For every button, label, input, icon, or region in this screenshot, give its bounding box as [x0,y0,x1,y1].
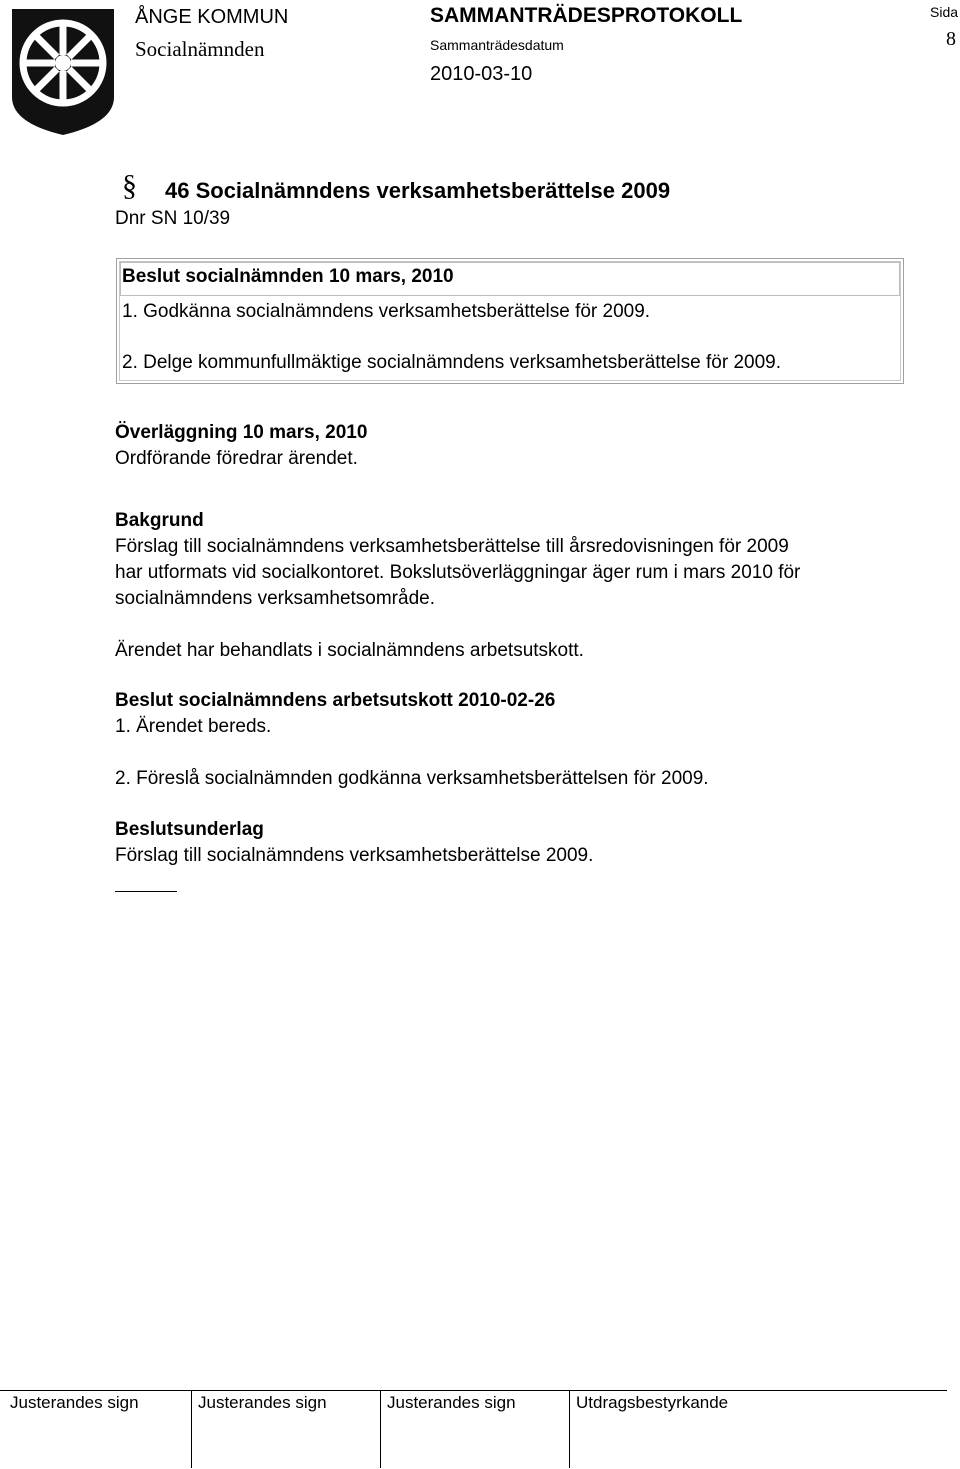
footer-column-divider [569,1390,570,1468]
organization-name: ÅNGE KOMMUN [135,6,289,28]
section-sign-icon: § [122,169,137,202]
background-text-line: Förslag till socialnämndens verksamhetsberättelse till årsredovisningen för 2009 [115,536,789,557]
certification-field-label: Utdragsbestyrkande [576,1393,729,1412]
background-heading: Bakgrund [115,510,204,531]
decision-item: 1. Godkänna socialnämndens verksamhetsberättelse för 2009. [122,301,651,322]
page-label: Sida [930,4,959,20]
decision-item: 2. Delge kommunfullmäktige socialnämndens verksamhetsberättelse för 2009. [122,352,781,373]
case-number: Dnr SN 10/39 [115,208,231,229]
signature-field-label: Justerandes sign [10,1393,139,1412]
wheel-crest-logo [6,5,120,137]
footer-column-divider [191,1390,192,1468]
committee-decision-heading: Beslut socialnämndens arbetsutskott 2010-02-26 [115,690,556,711]
deliberation-heading: Överläggning 10 mars, 2010 [115,422,368,443]
committee-decision-item: 1. Ärendet bereds. [115,716,272,737]
department-name: Socialnämnden [135,37,265,61]
background-text-line: socialnämndens verksamhetsområde. [115,588,435,609]
basis-text: Förslag till socialnämndens verksamhetsberättelse 2009. [115,845,594,866]
meeting-date: 2010-03-10 [430,63,533,85]
basis-heading: Beslutsunderlag [115,819,264,840]
signature-field-label: Justerandes sign [198,1393,327,1412]
committee-decision-item: 2. Föreslå socialnämnden godkänna verksamhetsberättelsen för 2009. [115,768,709,789]
date-label: Sammanträdesdatum [430,37,564,53]
signature-field-label: Justerandes sign [387,1393,516,1412]
footer-divider [0,1390,947,1391]
page-number: 8 [946,28,956,50]
document-type: SAMMANTRÄDESPROTOKOLL [430,4,743,27]
section-title: 46 Socialnämndens verksamhetsberättelse 2009 [165,178,671,203]
end-divider [115,891,177,892]
deliberation-text: Ordförande föredrar ärendet. [115,448,358,469]
handled-text: Ärendet har behandlats i socialnämndens arbetsutskott. [115,640,584,661]
decision-heading: Beslut socialnämnden 10 mars, 2010 [122,266,454,287]
footer-column-divider [380,1390,381,1468]
background-text-line: har utformats vid socialkontoret. Bokslutsöverläggningar äger rum i mars 2010 för [115,562,801,583]
